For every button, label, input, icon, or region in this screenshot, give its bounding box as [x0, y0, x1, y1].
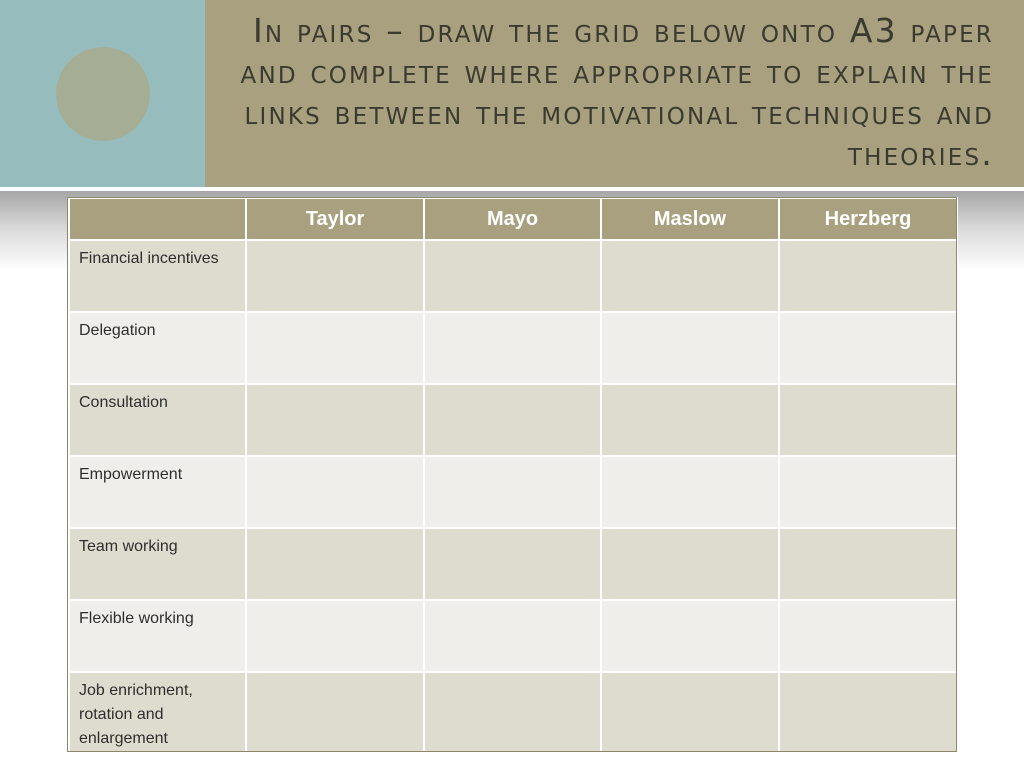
decorative-circle [56, 47, 150, 141]
table-row [69, 600, 957, 672]
row-header-empowerment: Empowerment [69, 456, 246, 528]
empty-cell [779, 240, 957, 312]
slide-title: In pairs – draw the grid below onto A3 paper and complete where appropriate to explain the links between the motivational techniques and theories. [240, 11, 994, 173]
empty-cell [779, 672, 957, 752]
empty-cell [246, 600, 424, 672]
empty-cell [246, 672, 424, 752]
empty-cell [779, 528, 957, 600]
empty-cell [424, 240, 601, 312]
empty-cell [246, 240, 424, 312]
empty-cell [246, 312, 424, 384]
empty-cell [424, 600, 601, 672]
row-header-financial-incentives: Financial incentives [69, 240, 246, 312]
empty-cell [601, 240, 779, 312]
row-header-flexible-working: Flexible working [69, 600, 246, 672]
table-row [69, 528, 957, 600]
empty-cell [779, 456, 957, 528]
empty-cell [601, 384, 779, 456]
techniques-theories-grid [68, 197, 958, 753]
column-header-mayo: Mayo [424, 198, 601, 240]
corner-cell [69, 198, 246, 240]
empty-cell [424, 456, 601, 528]
empty-cell [424, 672, 601, 752]
empty-cell [601, 528, 779, 600]
row-header-team-working: Team working [69, 528, 246, 600]
empty-cell [246, 528, 424, 600]
empty-cell [601, 672, 779, 752]
column-header-taylor: Taylor [246, 198, 424, 240]
empty-cell [424, 528, 601, 600]
empty-cell [779, 384, 957, 456]
row-header-consultation: Consultation [69, 384, 246, 456]
column-header-maslow: Maslow [601, 198, 779, 240]
empty-cell [779, 312, 957, 384]
empty-cell [601, 312, 779, 384]
empty-cell [246, 384, 424, 456]
table-row [69, 456, 957, 528]
empty-cell [601, 600, 779, 672]
table-row [69, 672, 957, 752]
empty-cell [424, 384, 601, 456]
table-row [69, 312, 957, 384]
empty-cell [246, 456, 424, 528]
row-header-delegation: Delegation [69, 312, 246, 384]
column-header-herzberg: Herzberg [779, 198, 957, 240]
empty-cell [601, 456, 779, 528]
table-row [69, 240, 957, 312]
empty-cell [779, 600, 957, 672]
header-row [69, 198, 957, 240]
table-row [69, 384, 957, 456]
row-header-job-enrichment: Job enrichment, rotation and enlargement [69, 672, 246, 752]
empty-cell [424, 312, 601, 384]
